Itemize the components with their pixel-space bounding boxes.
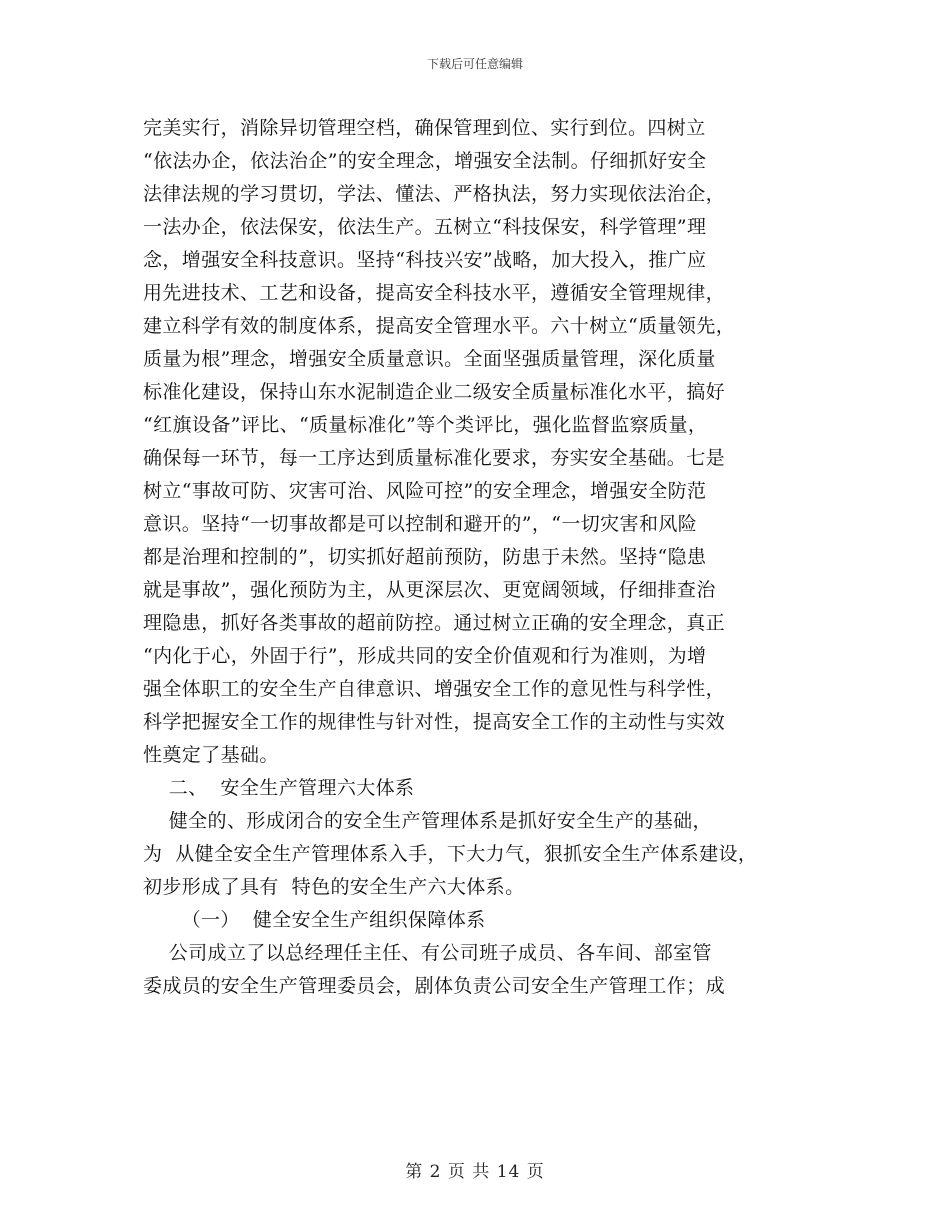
text-line: 为 从健全安全生产管理体系入手，下大力气，狠抓安全生产体系建设， — [143, 843, 758, 865]
text-line: 用先进技术、工艺和设备，提高安全科技水平，遵循安全管理规律， — [143, 282, 726, 304]
text-line: 质量为根”理念，增强安全质量意识。全面坚强质量管理，深化质量 — [143, 348, 716, 370]
text-line: 完美实行，消除异切管理空档，确保管理到位、实行到位。四树立 — [143, 117, 706, 139]
text-line: 性奠定了基础。 — [143, 744, 279, 766]
text-line: 法律法规的学习贯切，学法、懂法、严格执法，努力实现依法治企， — [143, 183, 726, 205]
text-line: 委成员的安全生产管理委员会，剧体负责公司安全生产管理工作；成 — [143, 975, 726, 997]
text-line: 都是治理和控制的”，切实抓好超前预防，防患于未然。坚持“隐患 — [143, 546, 707, 568]
text-line: 公司成立了以总经理任主任、有公司班子成员、各车间、部室管 — [143, 942, 712, 964]
document-body — [143, 112, 843, 1003]
text-line: 健全的、形成闭合的安全生产管理体系是抓好安全生产的基础， — [143, 810, 712, 832]
text-line: 理隐患，抓好各类事故的超前防控。通过树立正确的安全理念，真正 — [143, 612, 726, 634]
text-line: 科学把握安全工作的规律性与针对性，提高安全工作的主动性与实效 — [143, 711, 726, 733]
subsection-heading: （一） 健全安全生产组织保障体系 — [143, 909, 486, 931]
text-line: 初步形成了具有 特色的安全生产六大体系。 — [143, 876, 525, 898]
text-line: “红旗设备”评比、“质量标准化”等个类评比，强化监督监察质量， — [143, 414, 708, 436]
text-line: 建立科学有效的制度体系，提高安全管理水平。六十树立“质量领先， — [143, 315, 736, 337]
text-line: 强全体职工的安全生产自律意识、增强安全工作的意见性与科学性， — [143, 678, 726, 700]
text-line: “依法办企，依法治企”的安全理念，增强安全法制。仔细抓好安全 — [143, 150, 707, 172]
page-header-note: 下载后可任意编辑 — [426, 57, 523, 71]
page-number: 第 2 页 共 14 页 — [405, 1162, 545, 1182]
text-line: 意识。坚持“一切事故都是可以控制和避开的”，“一切灾害和风险 — [143, 513, 698, 535]
text-line: 树立“事故可防、灾害可治、风险可控”的安全理念，增强安全防范 — [143, 480, 707, 502]
text-line: 确保每一环节，每一工序达到质量标准化要求，夯实安全基础。七是 — [143, 447, 726, 469]
text-line: “内化于心，外固于行”，形成共同的安全价值观和行为准则，为增 — [143, 645, 707, 667]
text-line: 标准化建设，保持山东水泥制造企业二级安全质量标准化水平，搞好 — [143, 381, 726, 403]
section-heading: 二、 安全生产管理六大体系 — [143, 777, 415, 799]
text-line: 念，增强安全科技意识。坚持“科技兴安”战略，加大投入，推广应 — [143, 249, 707, 271]
text-line: 一法办企，依法保安，依法生产。五树立“科技保安，科学管理”理 — [143, 216, 707, 238]
text-line: 就是事故”，强化预防为主，从更深层次、更宽阔领域，仔细排查治 — [143, 579, 716, 601]
